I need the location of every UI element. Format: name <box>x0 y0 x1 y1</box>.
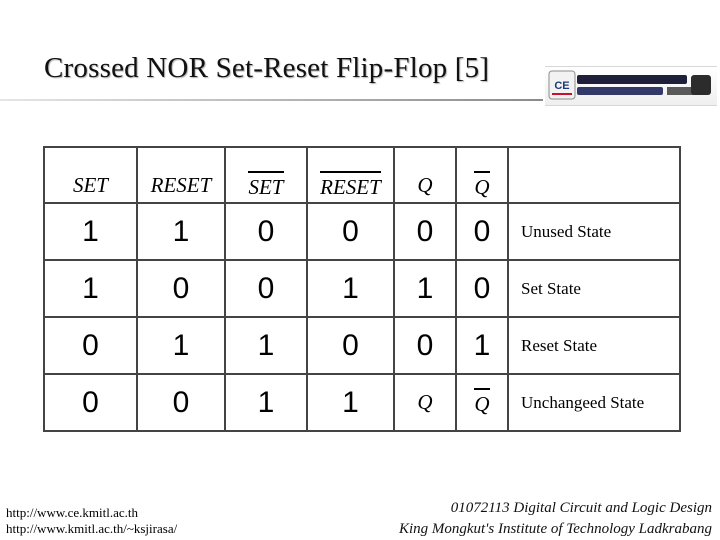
cell-value: 0 <box>172 271 190 305</box>
table-row <box>44 260 680 317</box>
cell-value: 1 <box>172 328 190 362</box>
cell-reset-bar <box>307 203 394 260</box>
cell-set-bar <box>225 260 307 317</box>
cell-reset <box>137 374 225 431</box>
ce-badge-icon <box>548 70 576 100</box>
header-set: SET <box>72 172 108 197</box>
cell-value: 1 <box>257 328 275 362</box>
table-row <box>44 317 680 374</box>
footer-link-personal[interactable]: http://www.kmitl.ac.th/~ksjirasa/ <box>6 521 178 536</box>
cell-set-bar <box>225 203 307 260</box>
header-q-bar: Q <box>474 171 489 200</box>
cell-value: 1 <box>473 328 491 362</box>
cell-value: 1 <box>257 385 275 419</box>
cell-set <box>44 317 137 374</box>
cell-value: 0 <box>172 385 190 419</box>
cell-value: 1 <box>342 385 359 419</box>
header-reset: RESET <box>150 172 212 197</box>
cell-value: 0 <box>473 271 491 305</box>
cell-q <box>394 260 456 317</box>
department-logo <box>545 66 717 106</box>
truth-table <box>43 146 681 432</box>
cell-value: 1 <box>172 214 190 248</box>
cell-value: 0 <box>82 385 99 419</box>
table-row <box>44 203 680 260</box>
cell-value: 0 <box>257 214 275 248</box>
cell-value: 0 <box>416 214 434 248</box>
cell-value: 1 <box>342 271 359 305</box>
cell-value-q-bar: Q <box>474 388 489 417</box>
header-cell <box>508 147 680 203</box>
table-row <box>44 374 680 431</box>
state-label: Unused State <box>508 203 680 260</box>
cell-value: 0 <box>473 214 491 248</box>
state-label: Unchangeed State <box>508 374 680 431</box>
cell-set <box>44 374 137 431</box>
cell-value: 0 <box>342 328 359 362</box>
cell-value: 1 <box>416 271 434 305</box>
cell-value: 1 <box>82 214 99 248</box>
header-reset-bar: RESET <box>320 171 381 200</box>
title-underline <box>0 99 543 101</box>
cell-value: 1 <box>82 271 99 305</box>
header-cell <box>394 147 456 203</box>
svg-text:CE: CE <box>554 80 570 92</box>
cell-q <box>394 317 456 374</box>
cell-value: 0 <box>342 214 359 248</box>
header-set-bar: SET <box>248 171 283 200</box>
cell-reset-bar <box>307 374 394 431</box>
header-cell <box>137 147 225 203</box>
header-cell <box>456 147 508 203</box>
header-cell <box>44 147 137 203</box>
header-q: Q <box>417 172 433 197</box>
cell-value: 0 <box>257 271 275 305</box>
cell-value: 0 <box>82 328 99 362</box>
cell-q <box>394 374 456 431</box>
header-cell <box>307 147 394 203</box>
cell-reset <box>137 317 225 374</box>
footer-course-info <box>399 498 712 540</box>
cell-set-bar <box>225 317 307 374</box>
cell-q-bar <box>456 374 508 431</box>
cell-value-q: Q <box>417 390 433 414</box>
footer-links <box>6 505 177 537</box>
cell-q-bar <box>456 317 508 374</box>
cell-q-bar <box>456 260 508 317</box>
cell-reset <box>137 260 225 317</box>
footer-link-department[interactable]: http://www.ce.kmitl.ac.th <box>6 505 139 520</box>
cell-set-bar <box>225 374 307 431</box>
cell-set <box>44 203 137 260</box>
slide-title: Crossed NOR Set-Reset Flip-Flop [5] <box>44 52 490 84</box>
cell-reset-bar <box>307 260 394 317</box>
state-label: Set State <box>508 260 680 317</box>
header-cell <box>225 147 307 203</box>
cell-q-bar <box>456 203 508 260</box>
logo-wordmark-icon <box>577 73 711 97</box>
cell-q <box>394 203 456 260</box>
course-title: 01072113 Digital Circuit and Logic Design <box>450 500 712 516</box>
cell-reset-bar <box>307 317 394 374</box>
state-label: Reset State <box>508 317 680 374</box>
cell-set <box>44 260 137 317</box>
cell-reset <box>137 203 225 260</box>
cell-value: 0 <box>416 328 434 362</box>
table-header-row <box>44 147 680 203</box>
institute-name: King Mongkut's Institute of Technology Ladkrabang <box>398 521 712 537</box>
